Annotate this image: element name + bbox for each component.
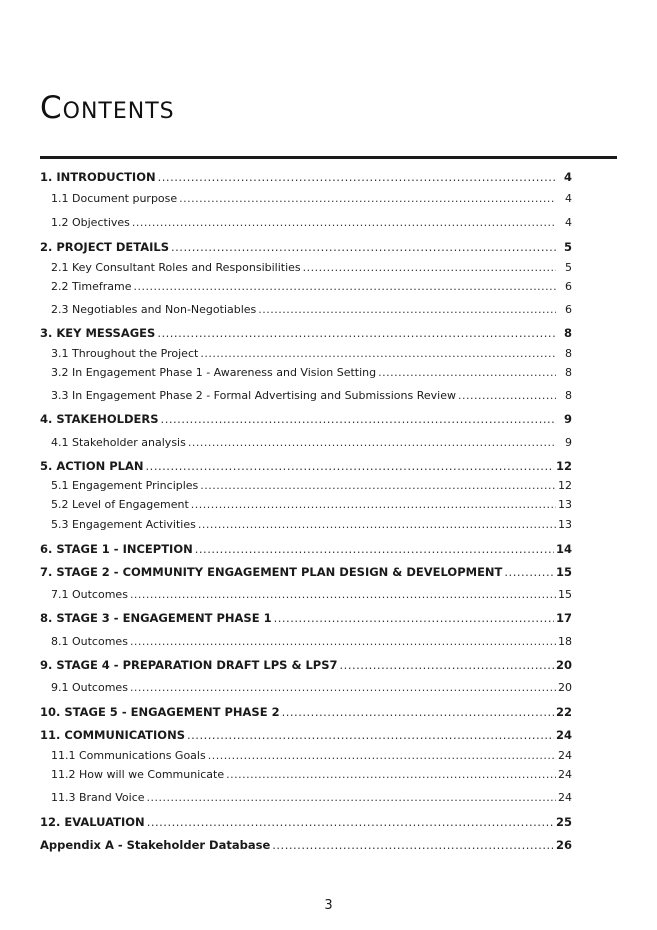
toc-entry-label: 7. STAGE 2 - COMMUNITY ENGAGEMENT PLAN DESIGN & DEVELOPMENT — [40, 565, 503, 579]
toc-section-entry[interactable] — [40, 411, 572, 427]
toc-entry-label: 9. STAGE 4 - PREPARATION DRAFT LPS & LPS7 — [40, 658, 338, 672]
toc-subsection-entry[interactable] — [51, 680, 572, 696]
toc-entry-page: 4 — [563, 170, 572, 184]
toc-leader-dots — [458, 388, 556, 404]
toc-leader-dots — [179, 191, 556, 207]
toc-leader-dots — [191, 497, 556, 513]
toc-entry-label: 3.1 Throughout the Project — [51, 347, 199, 360]
toc-leader-dots — [130, 680, 556, 696]
toc-subsection-entry[interactable] — [51, 260, 572, 276]
toc-leader-dots — [272, 837, 554, 853]
toc-entry-label: 11.1 Communications Goals — [51, 749, 206, 762]
toc-subsection-entry[interactable] — [51, 435, 572, 451]
toc-entry-page: 17 — [555, 611, 572, 625]
toc-leader-dots — [195, 541, 554, 557]
toc-entry-label: 11.3 Brand Voice — [51, 791, 145, 804]
toc-entry-page: 4 — [565, 216, 572, 229]
toc-entry-label: 2. PROJECT DETAILS — [40, 240, 169, 254]
toc-entry-page: 13 — [558, 518, 572, 531]
toc-entry-label: 4.1 Stakeholder analysis — [51, 436, 186, 449]
toc-entry-label: 11.2 How will we Communicate — [51, 768, 225, 781]
toc-section-entry[interactable] — [40, 657, 572, 673]
toc-leader-dots — [504, 564, 554, 580]
toc-leader-dots — [226, 767, 556, 783]
toc-subsection-entry[interactable] — [51, 478, 572, 494]
toc-entry-page: 22 — [555, 705, 572, 719]
toc-section-entry[interactable] — [40, 564, 572, 580]
toc-entry-label: Appendix A - Stakeholder Database — [40, 838, 271, 852]
toc-leader-dots — [198, 517, 556, 533]
toc-leader-dots — [158, 169, 556, 185]
toc-entry-label: 1. INTRODUCTION — [40, 170, 156, 184]
toc-entry-label: 10. STAGE 5 - ENGAGEMENT PHASE 2 — [40, 705, 280, 719]
toc-entry-page: 12 — [558, 479, 572, 492]
toc-entry-page: 20 — [555, 658, 572, 672]
toc-entry-page: 6 — [565, 280, 572, 293]
toc-entry-label: 6. STAGE 1 - INCEPTION — [40, 542, 193, 556]
toc-section-entry[interactable] — [40, 541, 572, 557]
toc-entry-page: 9 — [563, 412, 572, 426]
toc-leader-dots — [130, 587, 556, 603]
toc-entry-page: 20 — [558, 681, 572, 694]
toc-leader-dots — [188, 435, 556, 451]
toc-entry-page: 4 — [565, 192, 572, 205]
toc-entry-page: 26 — [555, 838, 572, 852]
toc-subsection-entry[interactable] — [51, 346, 572, 362]
toc-section-entry[interactable] — [40, 239, 572, 255]
toc-entry-label: 4. STAKEHOLDERS — [40, 412, 159, 426]
toc-leader-dots — [258, 302, 556, 318]
toc-subsection-entry[interactable] — [51, 279, 572, 295]
toc-leader-dots — [274, 610, 554, 626]
toc-entry-label: 7.1 Outcomes — [51, 588, 128, 601]
toc-entry-label: 3. KEY MESSAGES — [40, 326, 156, 340]
toc-subsection-entry[interactable] — [51, 388, 572, 404]
toc-entry-label: 5. ACTION PLAN — [40, 459, 144, 473]
toc-entry-label: 5.2 Level of Engagement — [51, 498, 189, 511]
toc-entry-page: 24 — [558, 791, 572, 804]
toc-leader-dots — [208, 748, 556, 764]
toc-leader-dots — [146, 458, 554, 474]
toc-entry-page: 15 — [555, 565, 572, 579]
page-title: Contents — [40, 90, 175, 126]
toc-leader-dots — [200, 346, 556, 362]
toc-section-entry[interactable] — [40, 727, 572, 743]
toc-entry-label: 8.1 Outcomes — [51, 635, 128, 648]
toc-entry-page: 8 — [565, 366, 572, 379]
toc-entry-page: 25 — [555, 815, 572, 829]
toc-entry-label: 1.1 Document purpose — [51, 192, 178, 205]
toc-leader-dots — [303, 260, 556, 276]
toc-leader-dots — [282, 704, 554, 720]
title-divider — [40, 156, 617, 159]
toc-entry-label: 12. EVALUATION — [40, 815, 145, 829]
toc-section-entry[interactable] — [40, 610, 572, 626]
toc-section-entry[interactable] — [40, 814, 572, 830]
toc-leader-dots — [147, 814, 554, 830]
toc-leader-dots — [340, 657, 554, 673]
toc-entry-label: 2.1 Key Consultant Roles and Responsibilities — [51, 261, 301, 274]
toc-subsection-entry[interactable] — [51, 634, 572, 650]
toc-entry-label: 5.1 Engagement Principles — [51, 479, 199, 492]
toc-entry-label: 9.1 Outcomes — [51, 681, 128, 694]
toc-section-entry[interactable] — [40, 458, 572, 474]
toc-subsection-entry[interactable] — [51, 302, 572, 318]
toc-entry-page: 5 — [565, 261, 572, 274]
toc-entry-page: 12 — [555, 459, 572, 473]
toc-entry-label: 2.2 Timeframe — [51, 280, 132, 293]
toc-leader-dots — [161, 411, 556, 427]
toc-entry-label: 11. COMMUNICATIONS — [40, 728, 185, 742]
toc-subsection-entry[interactable] — [51, 790, 572, 806]
toc-entry-page: 8 — [565, 347, 572, 360]
toc-subsection-entry[interactable] — [51, 517, 572, 533]
toc-entry-label: 3.2 In Engagement Phase 1 - Awareness and Vision Setting — [51, 366, 377, 379]
toc-entry-page: 5 — [563, 240, 572, 254]
toc-entry-label: 1.2 Objectives — [51, 216, 130, 229]
toc-entry-page: 13 — [558, 498, 572, 511]
toc-entry-page: 15 — [558, 588, 572, 601]
toc-entry-label: 8. STAGE 3 - ENGAGEMENT PHASE 1 — [40, 611, 272, 625]
toc-leader-dots — [157, 325, 556, 341]
toc-leader-dots — [130, 634, 556, 650]
toc-leader-dots — [147, 790, 556, 806]
toc-entry-page: 24 — [558, 768, 572, 781]
toc-entry-label: 5.3 Engagement Activities — [51, 518, 196, 531]
page-number: 3 — [324, 898, 333, 913]
toc-subsection-entry[interactable] — [51, 767, 572, 783]
toc-subsection-entry[interactable] — [51, 215, 572, 231]
toc-entry-page: 14 — [555, 542, 572, 556]
toc-leader-dots — [132, 215, 556, 231]
toc-entry-label: 2.3 Negotiables and Non-Negotiables — [51, 303, 257, 316]
toc-entry-page: 18 — [558, 635, 572, 648]
toc-section-entry[interactable] — [40, 704, 572, 720]
toc-leader-dots — [200, 478, 556, 494]
toc-entry-page: 9 — [565, 436, 572, 449]
toc-entry-page: 8 — [565, 389, 572, 402]
toc-entry-label: 3.3 In Engagement Phase 2 - Formal Advertising and Submissions Review — [51, 389, 456, 402]
toc-subsection-entry[interactable] — [51, 497, 572, 513]
toc-subsection-entry[interactable] — [51, 748, 572, 764]
toc-leader-dots — [378, 365, 556, 381]
toc-leader-dots — [171, 239, 556, 255]
toc-leader-dots — [134, 279, 556, 295]
toc-entry-page: 8 — [563, 326, 572, 340]
toc-entry-page: 6 — [565, 303, 572, 316]
toc-section-entry[interactable] — [40, 325, 572, 341]
toc-entry-page: 24 — [558, 749, 572, 762]
toc-entry-page: 24 — [555, 728, 572, 742]
toc-subsection-entry[interactable] — [51, 587, 572, 603]
toc-subsection-entry[interactable] — [51, 191, 572, 207]
toc-subsection-entry[interactable] — [51, 365, 572, 381]
toc-section-entry[interactable] — [40, 169, 572, 185]
toc-section-entry[interactable] — [40, 837, 572, 853]
toc-leader-dots — [187, 727, 554, 743]
